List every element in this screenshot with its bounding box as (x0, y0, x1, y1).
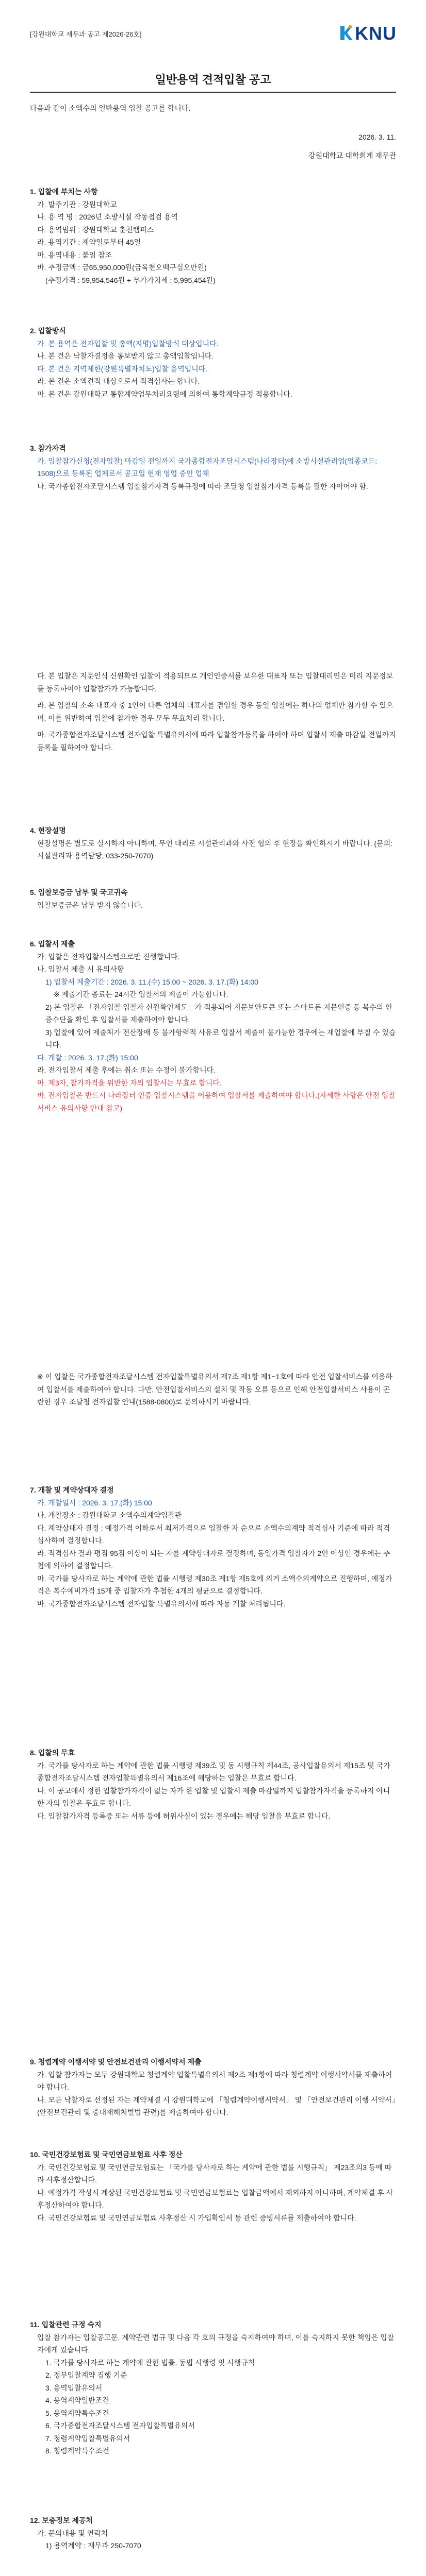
section-heading: 7. 개찰 및 계약상대자 결정 (30, 1486, 114, 1494)
regulation-item: 6. 국가종합전자조달시스템 전자입찰특별유의서 (45, 2421, 195, 2430)
section-line: 라. 본 건은 소액견적 대상으로서 적격심사는 합니다. (37, 377, 200, 385)
section-line: 3) 입찰에 있어 제출처가 전산장애 등 불가항력적 사유로 입찰서 제출이 불가능한 경우에는 재입찰에 부칠 수 있습니다. (45, 1028, 396, 1049)
section-heading: 4. 현장설명 (30, 826, 66, 835)
section-line: 다. 본 건은 지역제한(강원특별자치도)입찰 용역입니다. (37, 364, 208, 373)
section-line: 라. 본 입찰의 소속 대표자 중 1인이 다른 업체의 대표자를 겸임할 경우 동일 입찰에는 하나의 업체만 참가할 수 있으며, 이를 위반하여 입찰에 참가한 경우 모두 무효처리 합니다. (37, 701, 394, 722)
section-integrity-pledge (30, 2056, 396, 2119)
regulation-item: 2. 정부입찰계약 집행 기준 (45, 2371, 127, 2379)
section-line: 다. 계약상대자 결정 : 예정가격 이하로서 최저가격으로 입찰한 자 순으로 소액수의계약 적격심사 기준에 따라 적격심사하여 결정합니다. (37, 1523, 390, 1545)
section-site-briefing (30, 824, 396, 862)
section-line: 나. 개찰장소 : 강원대학교 소액수의계약입찰관 (37, 1511, 182, 1519)
submission-period: 1) 입찰서 제출기간 : 2026. 3. 11.(수) 15:00 ~ 2026. 3. 17.(화) 14:00 (45, 977, 258, 986)
section-bid-submission (30, 938, 396, 1114)
section-bid-method (30, 325, 396, 400)
section-line: 나. 모든 낙찰자로 선정된 자는 계약체결 시 강원대학교에 「청렴계약이행서약서」 및 「안전보건관리 이행 서약서」(안전보건관리 및 중대재해처벌법 관련)를 제출하여야 합니다. (37, 2095, 396, 2116)
section-line: 바. 전자입찰은 반드시 나라장터 인증 입찰시스템을 이용하여 입찰서를 제출하여야 합니다.(자세한 사항은 안전 입찰서비스 유의사항 안내 참고) (37, 1091, 396, 1112)
regulation-item: 5. 용역계약특수조건 (45, 2409, 109, 2417)
section-opening (30, 1484, 396, 1610)
section-line: 가. 입찰참가신청(전자입찰) 마감일 전일까지 국가종합전자조달시스템(나라장터)에 소방시설관리업(업종코드: 1508)으로 등록된 업체로서 공고일 현재 영업 중인 업체 (37, 456, 378, 478)
section-line: 라. 적격심사 결과 평점 95점 이상이 되는 자를 계약상대자로 결정하며, 동일가격 입찰자가 2인 이상인 경우에는 추첨에 의하여 결정합니다. (37, 1549, 390, 1570)
section-line: 가. 입찰은 전자입찰시스템으로만 진행합니다. (37, 952, 180, 961)
section-line: 입찰보증금은 납부 받지 않습니다. (37, 901, 143, 909)
section-line: 다. 본 입찰은 지문인식 신원확인 입찰이 적용되므로 개인인증서를 보유한 대표자 또는 입찰대리인은 미리 지문정보를 등록하여야 입찰참가가 가능합니다. (37, 672, 394, 693)
section-line: 바. 국가종합전자조달시스템 전자입찰 특별유의서에 따라 자동 개찰 처리됩니다. (37, 1599, 286, 1608)
section-regulations (30, 2318, 396, 2458)
section-line: ※ 이 입찰은 국가종합전자조달시스템 전자입찰특별유의서 제7조 제1항 제1~1호에 따라 안전 입찰서비스를 이용하여 입찰서를 제출하여야 합니다. 다만, 안전입찰서비스의 설치 및 작동 오류 등으로 인해 안전입찰서비스 사용이 곤란한 경우 조달청 전자입찰 안내(1588-0800)로 문의하시기 바랍니다. (37, 1372, 392, 1406)
section-line: (추정가격 : 59,954,546원 + 부가가치세 : 5,995,454원) (45, 276, 216, 284)
section-line: 현장설명은 별도로 실시하지 아니하며, 무인 대리로 시설관리과와 사전 협의 후 현장을 확인하시기 바랍니다. (문의: 시설관리과 용역담당, 033-250-7070) (37, 839, 392, 860)
regulation-item: 7. 청렴계약입찰특별유의서 (45, 2434, 130, 2443)
section-line: 나. 국가종합전자조달시스템 입찰참가자격 등록규정에 따라 조달청 입찰참가자격 등록을 필한 자이어야 함. (37, 482, 368, 490)
regulation-item: 3. 용역입찰유의서 (45, 2383, 103, 2392)
section-line: 가. 국가를 당사자로 하는 계약에 관한 법률 시행령 제39조 및 동 시행규칙 제44조, 공사입찰유의서 제15조 및 국가종합전자조달시스템 전자입찰특별유의서 제16조에 해당하는 입찰은 무효로 합니다. (37, 1761, 390, 1782)
section-line: 마. 제3자, 참가자격을 위반한 자의 입찰서는 무효로 합니다. (37, 1078, 222, 1087)
regulation-item: 4. 용역계약일반조건 (45, 2396, 109, 2404)
section-line: 2) 본 입찰은 「전자입찰 입찰자 신원확인제도」가 적용되어 지문보안토큰 또는 스마트폰 지문인증 등 복수의 인증수단을 확인 후 입찰서를 제출하여야 합니다. (45, 1003, 392, 1024)
section-insurance-settlement (30, 2148, 396, 2224)
section-line: 가. 입찰 참가자는 모두 강원대학교 청렴계약 입찰특별유의서 제2조 제1항에 따라 청렴계약 이행서약서를 제출하여야 합니다. (37, 2070, 392, 2091)
notice-date: 2026. 3. 11. (358, 133, 396, 141)
knu-logo-text: KNU (355, 23, 397, 44)
section-bid-items (30, 185, 396, 286)
section-line: ※ 제출기간 종료는 24시간 입찰서의 제출이 가능합니다. (54, 990, 228, 998)
section-invalid-bids (30, 1747, 396, 1822)
section-eligibility (30, 442, 396, 493)
section-line: 나. 이 공고에서 정한 입찰참가자격이 없는 자가 한 입찰 및 입찰서 제출 마감일까지 입찰참가자격을 등록하지 아니한 자의 입찰은 무효로 합니다. (37, 1786, 390, 1807)
section-line: 마. 본 건은 강원대학교 통합계약업무처리요령에 의하여 통합계약규정 적용합니다. (37, 389, 292, 398)
section-line: 마. 용역내용 : 붙임 참조 (37, 250, 112, 259)
section-heading: 9. 청렴계약 이행서약 및 안전보건관리 이행서약서 제출 (30, 2058, 202, 2066)
document-header (30, 22, 396, 47)
section-line: 가. 개찰일시 : 2026. 3. 17.(화) 15:00 (37, 1498, 152, 1507)
section-heading: 10. 국민건강보험료 및 국민연금보험료 사후 정산 (30, 2150, 183, 2159)
section-heading: 2. 입찰방식 (30, 327, 66, 335)
section-line: 바. 추정금액 : 금65,950,000원(금육천오백구십오만원) (37, 263, 207, 272)
section-heading: 1. 입찰에 부치는 사항 (30, 188, 98, 196)
section-heading: 12. 보충정보 제공처 (30, 2516, 93, 2524)
section-line: 1) 용역계약 : 재무과 250-7070 (45, 2541, 141, 2550)
section-line: 다. 국민건강보험료 및 국민연금보험료 사후정산 시 가입확인서 등 관련 증빙서류를 제출하여야 합니다. (37, 2213, 356, 2222)
section-line: 나. 용 역 명 : 2026년 소방시설 작동점검 용역 (37, 213, 178, 221)
document-title: 일반용역 견적입찰 공고 (155, 73, 271, 86)
title-divider (30, 92, 396, 93)
section-safe-bid-note (30, 1370, 396, 1409)
section-line: 마. 국가를 당사자로 하는 계약에 관한 법률 시행령 제30조 제1항 제5호에 의거 소액수의계약으로 진행하며, 예정가격은 복수예비가격 15개 중 입찰자가 추첨한 4개의 평균으로 결정합니다. (37, 1574, 392, 1595)
section-line: 가. 발주기관 : 강원대학교 (37, 200, 117, 209)
issuing-org: 강원대학교 대학회계 재무관 (308, 151, 396, 160)
section-line: 다. 입찰참가자격 등록증 또는 서류 등에 허위사실이 있는 경우에는 해당 입찰을 무효로 합니다. (37, 1811, 331, 1820)
section-line: 다. 용역범위 : 강원대학교 춘천캠퍼스 (37, 225, 154, 234)
section-line: 나. 입찰서 제출 시 유의사항 (37, 965, 124, 973)
section-heading: 3. 참가자격 (30, 444, 66, 452)
intro-text: 다음과 같이 소액수의 일반용역 입찰 공고를 합니다. (30, 104, 191, 112)
section-line: 나. 본 건은 낙찰자결정을 통보받지 않고 총액입찰입니다. (37, 352, 214, 360)
section-heading: 8. 입찰의 무효 (30, 1749, 75, 1757)
regulation-item: 8. 청렴계약특수조건 (45, 2447, 109, 2455)
knu-logo (339, 22, 396, 45)
section-eligibility-notes (30, 670, 396, 754)
section-line: 나. 예정가격 작성시 계상된 국민건강보험료 및 국민연금보험료는 입찰금액에서 제외하지 아니하며, 계약체결 후 사후정산하여야 합니다. (37, 2188, 394, 2209)
opening-date: 다. 개찰 : 2026. 3. 17.(화) 15:00 (37, 1053, 138, 1062)
section-heading: 5. 입찰보증금 납부 및 국고귀속 (30, 888, 128, 896)
section-contact-info (30, 2514, 396, 2552)
section-heading: 11. 입찰관련 규정 숙지 (30, 2320, 102, 2329)
section-line: 가. 문의내용 및 연락처 (37, 2529, 108, 2537)
regulation-item: 1. 국가를 당사자로 하는 계약에 관한 법률, 동법 시행령 및 시행규칙 (45, 2358, 255, 2367)
section-line: 라. 전자입찰서 제출 후에는 취소 또는 수정이 불가합니다. (37, 1066, 216, 1074)
section-line: 입찰 참가자는 입찰공고문, 계약관련 법규 및 다음 각 호의 규정을 숙지하여야 하며, 이를 숙지하지 못한 책임은 입찰자에게 있습니다. (37, 2333, 395, 2354)
section-line: 가. 본 용역은 전자입찰 및 총액(지명)입찰방식 대상입니다. (37, 339, 219, 348)
section-bid-bond (30, 886, 396, 911)
section-line: 마. 국가종합전자조달시스템 전자입찰 특별유의서에 따라 입찰참가등록을 하여야 하며 입찰서 제출 마감일 전일까지 등록을 필하여야 합니다. (37, 731, 396, 752)
section-heading: 6. 입찰서 제출 (30, 940, 75, 948)
section-line: 라. 용역기간 : 계약일로부터 45일 (37, 238, 141, 246)
section-line: 가. 국민건강보험료 및 국민연금보험료는 「국가를 당사자로 하는 계약에 관한 법률 시행규칙」 제23조의3 등에 따라 사후정산합니다. (37, 2163, 392, 2184)
knu-logo-mark-icon (339, 24, 353, 42)
notice-reference: [강원대학교 재무과 공고 제2026-26호] (30, 30, 142, 38)
